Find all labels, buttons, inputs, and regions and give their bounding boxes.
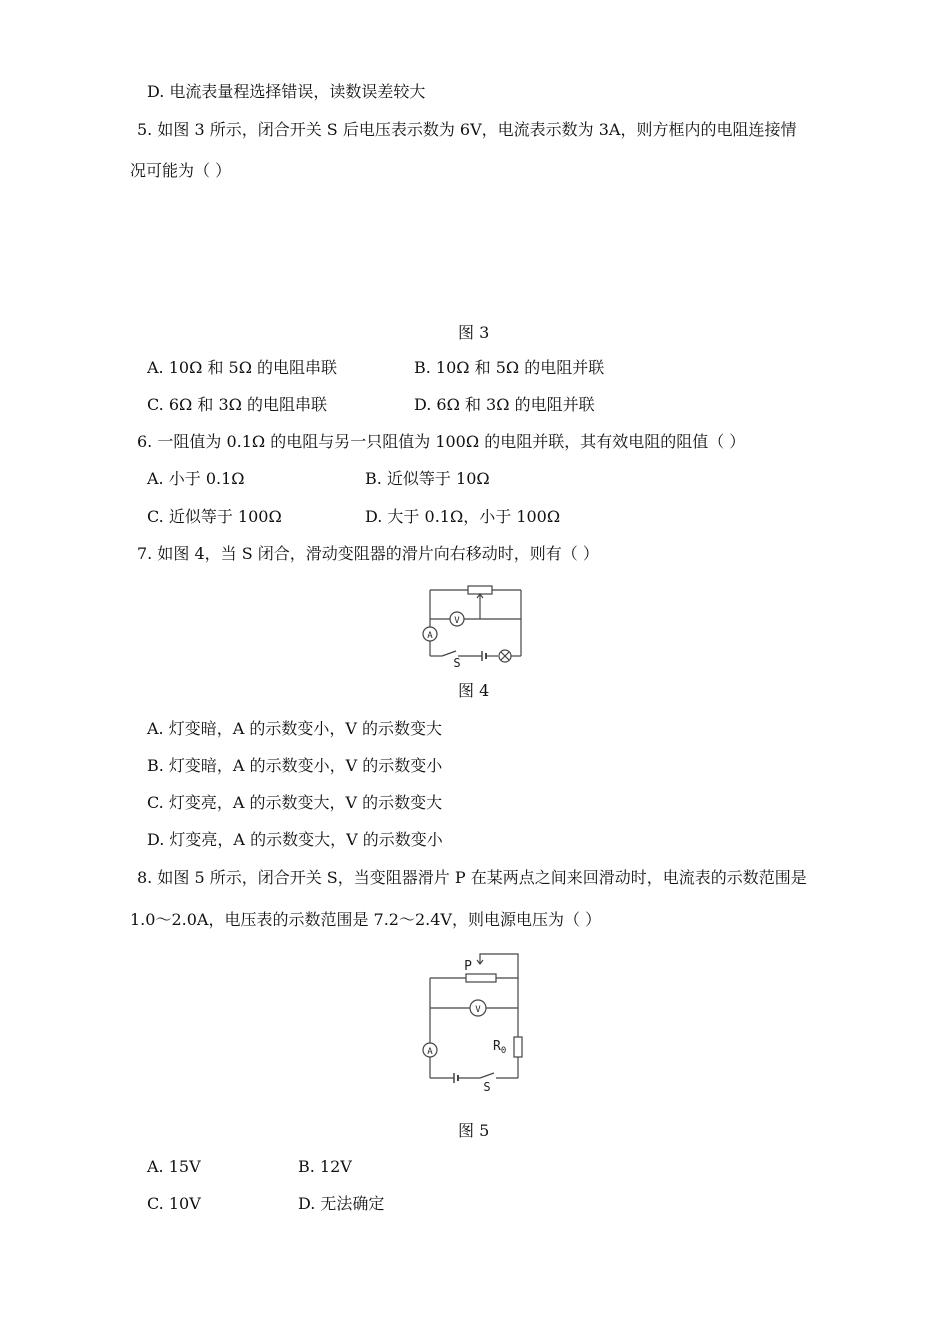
- figure-4-caption: 图 4: [458, 681, 490, 700]
- fig4-voltmeter-label: V: [454, 616, 460, 626]
- figure-5-circuit: [420, 950, 530, 1095]
- q6-stem: 6. 一阻值为 0.1Ω 的电阻与另一只阻值为 100Ω 的电阻并联，其有效电阻的阻值（ ）: [137, 432, 746, 451]
- figure-5-caption: 图 5: [458, 1121, 490, 1140]
- q6-option-d: D. 大于 0.1Ω，小于 100Ω: [365, 507, 561, 526]
- fig5-switch-label: S: [483, 1080, 491, 1094]
- q7-option-b: B. 灯变暗，A 的示数变小，V 的示数变小: [147, 756, 443, 775]
- switch-icon: [480, 1073, 494, 1078]
- q5-option-c: C. 6Ω 和 3Ω 的电阻串联: [147, 395, 327, 414]
- q7-option-a: A. 灯变暗，A 的示数变小，V 的示数变大: [147, 719, 443, 738]
- q8-stem-line2: 1.0～2.0A，电压表的示数范围是 7.2～2.4V，则电源电压为（ ）: [130, 910, 602, 929]
- figure-4-circuit: [418, 585, 528, 670]
- rheostat-icon: [468, 586, 492, 594]
- q7-stem: 7. 如图 4，当 S 闭合，滑动变阻器的滑片向右移动时，则有（ ）: [137, 544, 599, 563]
- q6-option-b: B. 近似等于 10Ω: [365, 469, 490, 488]
- q8-option-d: D. 无法确定: [298, 1194, 385, 1213]
- q5-option-b: B. 10Ω 和 5Ω 的电阻并联: [414, 358, 605, 377]
- fig5-resistor-label: $R_0$: [493, 1039, 507, 1056]
- resistor-icon: [514, 1037, 522, 1057]
- q8-option-a: A. 15V: [147, 1157, 201, 1176]
- figure-3-caption: 图 3: [458, 323, 490, 342]
- q5-stem-line2: 况可能为（ ）: [130, 161, 232, 180]
- fig5-ammeter-label: A: [427, 1047, 433, 1057]
- q6-option-c: C. 近似等于 100Ω: [147, 507, 282, 526]
- q8-stem-line1: 8. 如图 5 所示，闭合开关 S，当变阻器滑片 P 在某两点之间来回滑动时，电流表的示数范围是: [137, 868, 807, 887]
- q5-option-a: A. 10Ω 和 5Ω 的电阻串联: [147, 358, 338, 377]
- q6-option-a: A. 小于 0.1Ω: [147, 469, 245, 488]
- fig5-voltmeter-label: V: [475, 1005, 481, 1015]
- q5-option-d: D. 6Ω 和 3Ω 的电阻并联: [414, 395, 595, 414]
- q7-option-c: C. 灯变亮，A 的示数变大，V 的示数变大: [147, 793, 443, 812]
- fig4-ammeter-label: A: [427, 631, 433, 641]
- q8-option-c: C. 10V: [147, 1194, 201, 1213]
- rheostat-icon: [466, 974, 496, 982]
- q7-option-d: D. 灯变亮，A 的示数变大，V 的示数变小: [147, 830, 443, 849]
- q5-stem-line1: 5. 如图 3 所示，闭合开关 S 后电压表示数为 6V，电流表示数为 3A，则方框内的电阻连接情: [137, 120, 797, 139]
- fig5-slider-label: P: [464, 959, 472, 974]
- q8-option-b: B. 12V: [298, 1157, 352, 1176]
- q4-option-d: D. 电流表量程选择错误，读数误差较大: [147, 82, 426, 101]
- fig4-switch-label: S: [453, 656, 461, 670]
